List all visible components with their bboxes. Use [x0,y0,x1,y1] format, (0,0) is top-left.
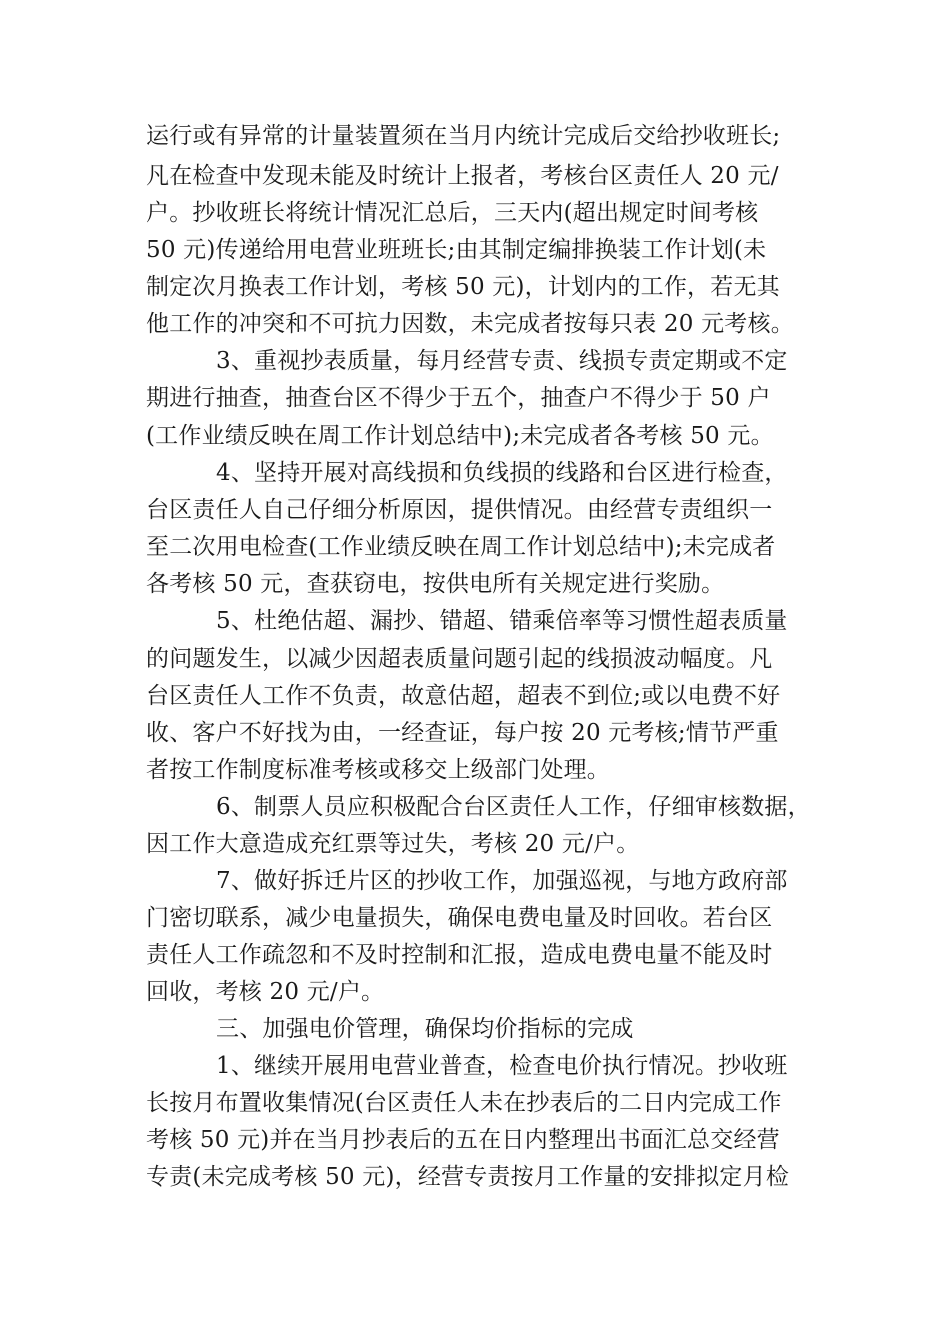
text-line: 者按工作制度标准考核或移交上级部门处理。 [146,757,610,783]
text-line: 责任人工作疏忽和不及时控制和汇报，造成电费电量不能及时 [146,942,773,968]
text-line: 制定次月换表工作计划，考核 50 元)，计划内的工作，若无其 [146,274,780,300]
section-heading: 三、加强电价管理，确保均价指标的完成 [216,1016,634,1042]
text-line: 凡在检查中发现未能及时统计上报者，考核台区责任人 20 元/ [146,163,779,189]
text-line: 期进行抽查，抽查台区不得少于五个，抽查户不得少于 50 户 [146,385,771,411]
text-line: 收、客户不好找为由，一经查证，每户按 20 元考核;情节严重 [146,720,779,746]
text-line: 50 元)传递给用电营业班班长;由其制定编排换装工作计划(未 [146,237,767,263]
text-line: 运行或有异常的计量装置须在当月内统计完成后交给抄收班长; [146,123,781,149]
text-line: 台区责任人工作不负责，故意估超，超表不到位;或以电费不好 [146,683,781,709]
text-line: 门密切联系，减少电量损失，确保电费电量及时回收。若台区 [146,905,773,931]
text-line: 因工作大意造成充红票等过失，考核 20 元/户。 [146,831,640,857]
text-line: 4、坚持开展对高线损和负线损的线路和台区进行检查， [216,460,788,486]
text-line: 7、做好拆迁片区的抄收工作，加强巡视，与地方政府部 [216,868,788,894]
text-line: 的问题发生，以减少因超表质量问题引起的线损波动幅度。凡 [146,646,773,672]
text-line: 他工作的冲突和不可抗力因数，未完成者按每只表 20 元考核。 [146,311,794,337]
text-line: 3、重视抄表质量，每月经营专责、线损专责定期或不定 [216,348,788,374]
text-line: (工作业绩反映在周工作计划总结中);未完成者各考核 50 元。 [146,423,774,449]
text-line: 至二次用电检查(工作业绩反映在周工作计划总结中);未完成者 [146,534,776,560]
text-line: 5、杜绝估超、漏抄、错超、错乘倍率等习惯性超表质量 [216,608,788,634]
text-line: 各考核 50 元，查获窃电，按供电所有关规定进行奖励。 [146,571,725,597]
text-line: 台区责任人自己仔细分析原因，提供情况。由经营专责组织一 [146,497,773,523]
text-line: 长按月布置收集情况(台区责任人未在抄表后的二日内完成工作 [146,1090,782,1116]
text-line: 1、继续开展用电营业普查，检查电价执行情况。抄收班 [216,1053,788,1079]
text-line: 专责(未完成考核 50 元)，经营专责按月工作量的安排拟定月检 [146,1164,790,1190]
text-line: 回收，考核 20 元/户。 [146,979,385,1005]
text-line: 6、制票人员应积极配合台区责任人工作，仔细审核数据， [216,794,811,820]
text-line: 户。抄收班长将统计情况汇总后，三天内(超出规定时间考核 [146,200,759,226]
text-line: 考核 50 元)并在当月抄表后的五在日内整理出书面汇总交经营 [146,1127,780,1153]
